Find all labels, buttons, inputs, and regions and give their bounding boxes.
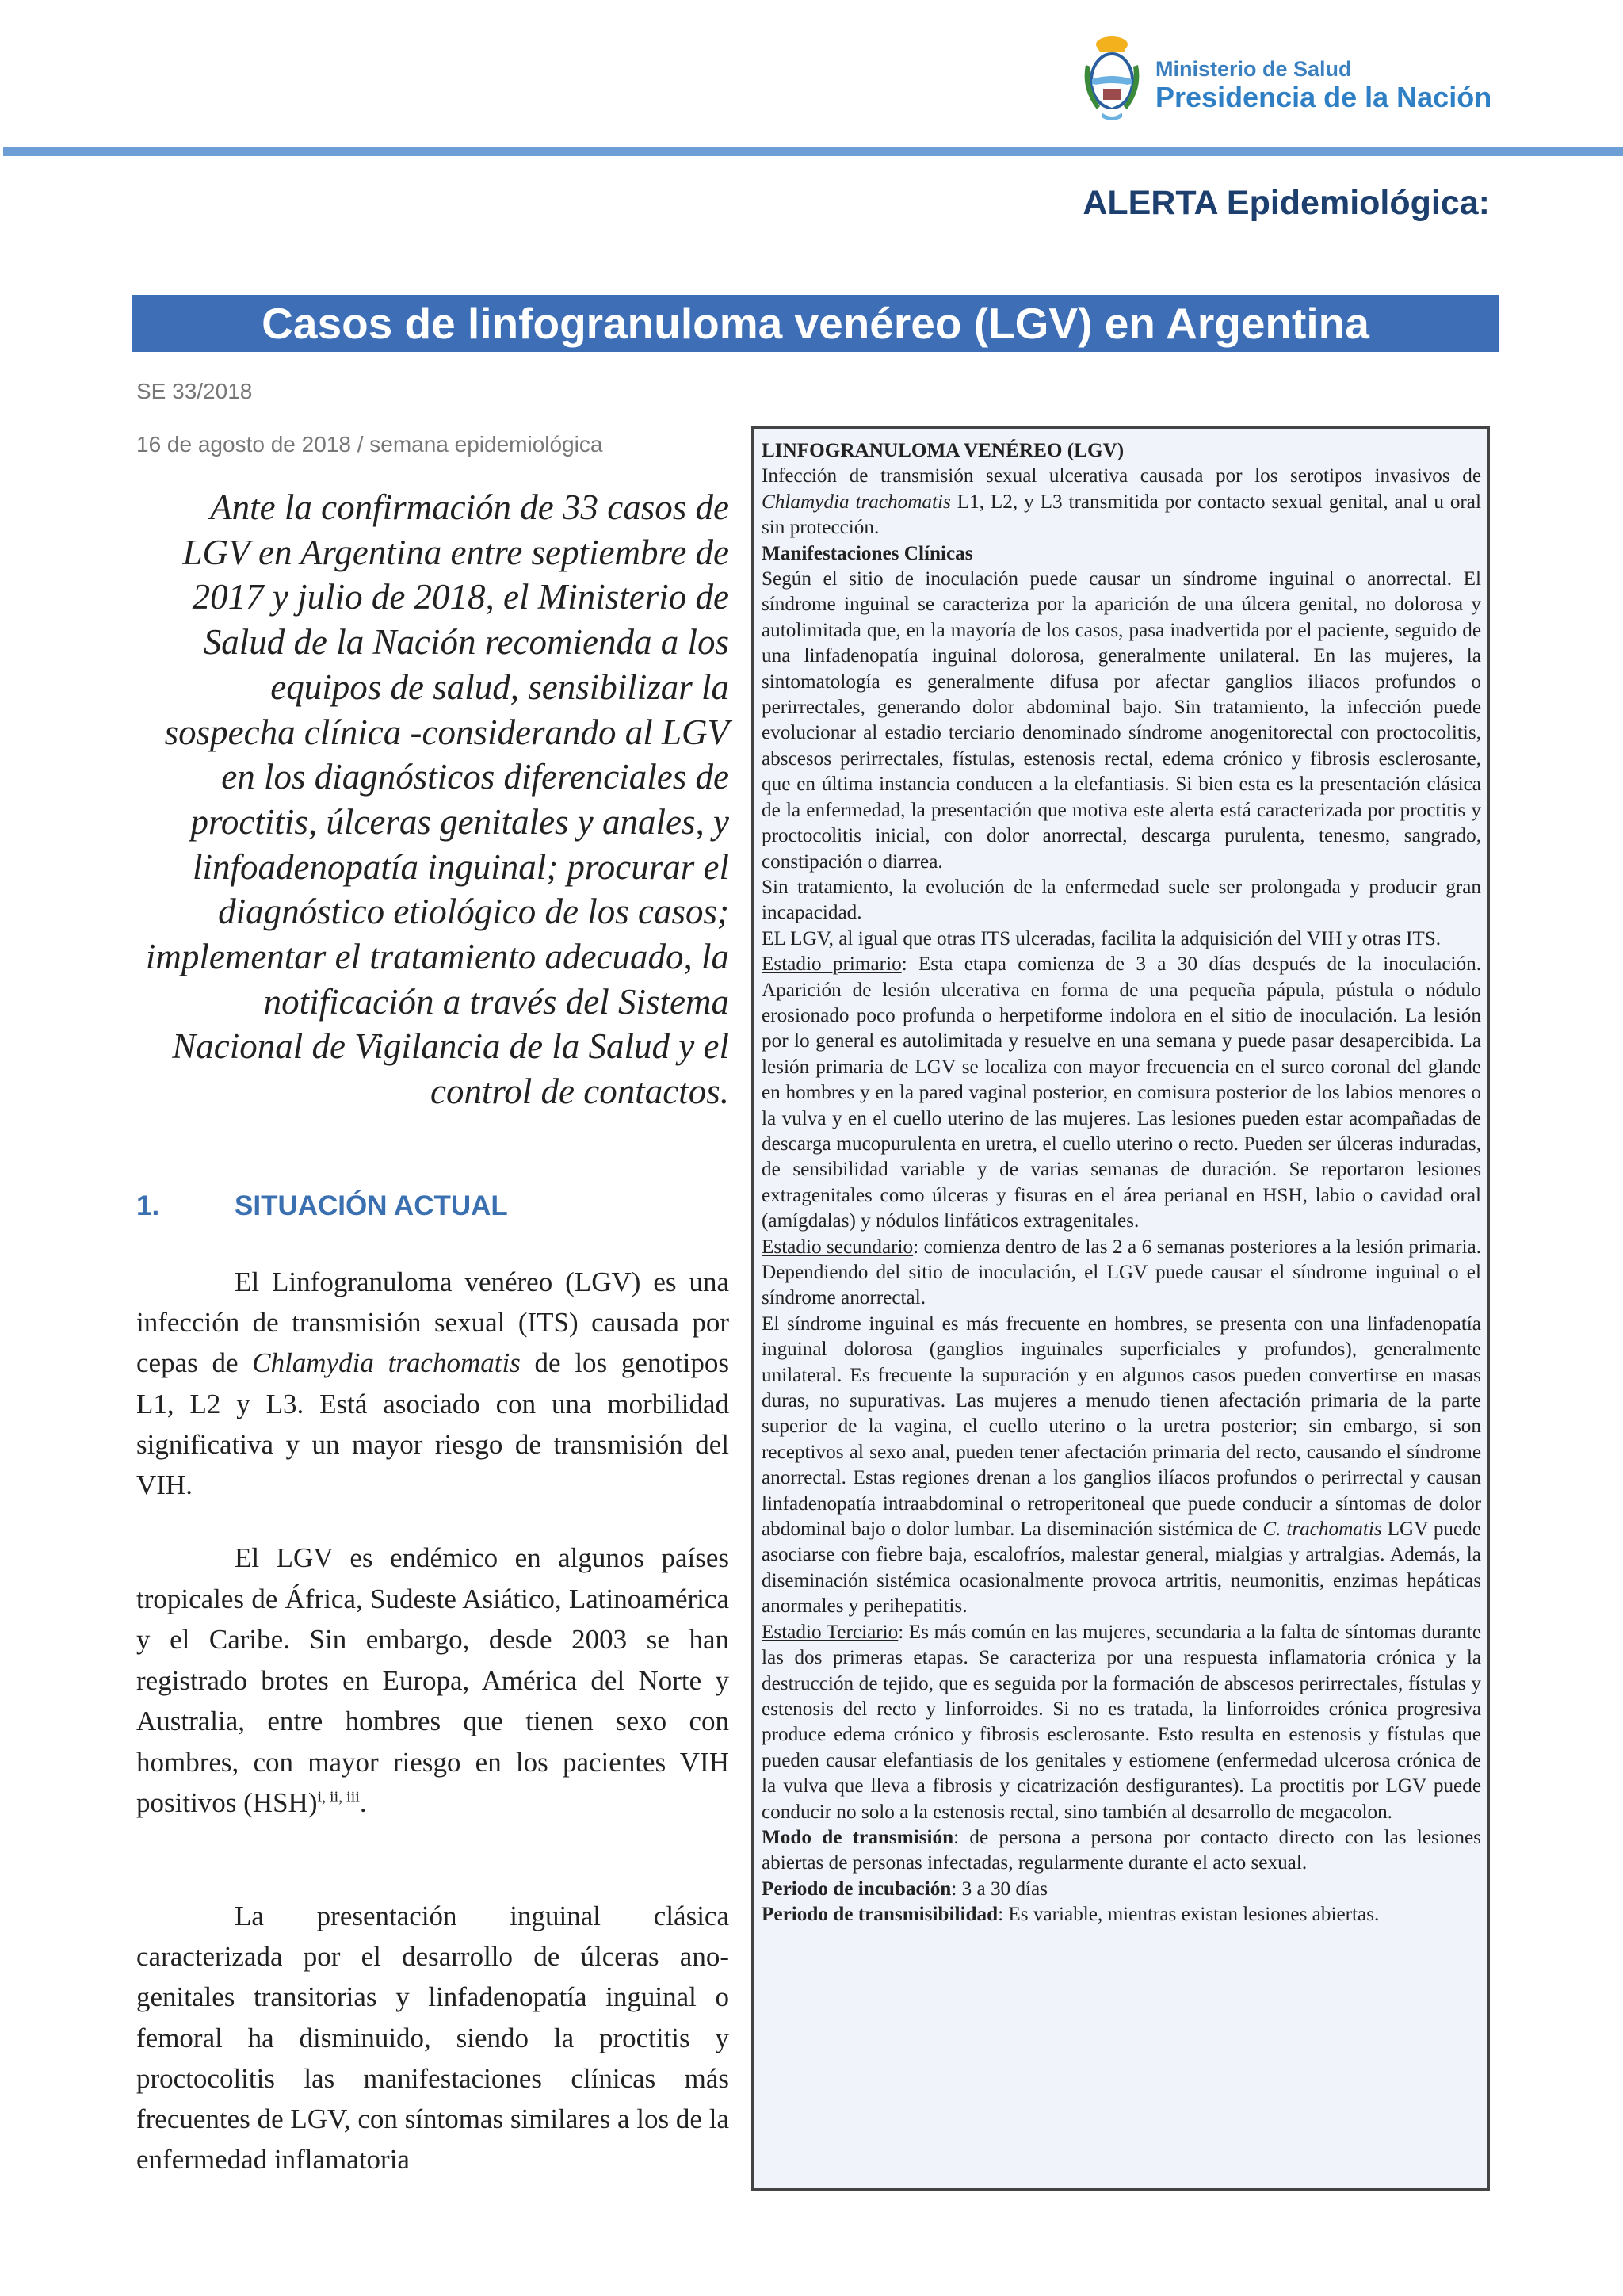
paragraph-text: de los genotipos L1, L2 y L3. Está asociado con una morbilidad significativa y un mayor riesgo de transmisión del VIH. <box>136 1347 730 1501</box>
paragraph-text: . <box>359 1787 367 1818</box>
lead-summary: Ante la confirmación de 33 casos de LGV en Argentina entre septiembre de 2017 y julio de 2018, el Ministerio de Salud de la Nación recomienda a los equipos de salud, sensibilizar la sospecha clínica -considerando al LGV en los diagnósticos diferenciales de proctitis, úlceras genitales y anales, y linfoadenopatía inguinal; procurar el diagnóstico etiológico de los casos; implementar el tratamiento adecuado, la notificación a través del Sistema Nacional de Vigilancia de la Salud y el control de contactos. <box>145 487 729 1112</box>
transmission-mode <box>762 1825 1481 1877</box>
manifestations-text: Según el sitio de inoculación puede causar un síndrome inguinal o anorrectal. El síndrome inguinal se caracteriza por la aparición de una úlcera genital, no dolorosa y autolimitada que, en la mayoría de los casos, pasa inadvertida por el paciente, seguido de una linfadenopatía inguinal dolorosa, generalmente unilateral. En las mujeres, la sintomatología es generalmente difusa por afectar ganglios iliacos profundos o perirrectales, generando dolor abdominal bajo. Sin tratamiento, la infección puede evolucionar al estadio terciario denominado síndrome anogenitorectal con proctocolitis, abscesos perirrectales, fístulas, estenosis rectal, edema crónico y fibrosis esclerosante, que en última instancia conducen a la elefantiasis. Si bien esta es la presentación clásica de la enfermedad, la presentación que motiva este alerta está caracterizada por proctitis y proctocolitis inicial, con dolor anorrectal, descarga purulenta, tenesmo, sangrado, constipación o diarrea. <box>762 568 1481 873</box>
paragraph-text: El LGV es endémico en algunos países tropicales de África, Sudeste Asiático, Latinoamérica y el Caribe. Sin embargo, desde 2003 se han registrado brotes en Europa, América del Norte y Australia, entre hombres que tienen sexo con hombres, con mayor riesgo en los pacientes VIH positivos (HSH) <box>136 1542 729 1818</box>
transmissibility-label: Periodo de transmisibilidad <box>762 1904 999 1926</box>
info-text: Infección de transmisión sexual ulcerativa causada por los serotipos invasivos de <box>762 465 1481 487</box>
no-treatment-text: Sin tratamiento, la evolución de la enfermedad suele ser prolongada y producir gran incapacidad. <box>762 876 1481 924</box>
title-bar <box>132 295 1499 352</box>
lgv-info-box <box>751 426 1490 2191</box>
info-text: : Esta etapa comienza de 3 a 30 días después de la inoculación. Aparición de lesión ulcerativa en forma de una pequeña pápula, pústula o nódulo erosionado poco profunda o herpetiforme indolora en el sitio de inoculación. La lesión por lo general es autolimitada y resuelve en una semana y puede pasar desapercibida. La lesión primaria de LGV se localiza con mayor frecuencia en el surco coronal del glande en hombres y en la pared vaginal posterior, en comisura posterior de los labios menores o la vulva y en el cuello uterino de las mujeres. Las lesiones pueden estar acompañadas de descarga mucopurulenta en uretra, el cuello uterino o recto. Pueden ser úlceras induradas, de sensibilidad variable y de varias semanas de duración. Se reportaron lesiones extragenitales como úlceras y fisuras en el área perianal en HSH, labio o cavidad oral (amígdalas) y nódulos linfáticos extragenitales. <box>762 953 1482 1232</box>
secondary-stage-detail <box>762 1312 1481 1620</box>
paragraph-text: El Linfogranuloma venéreo (LGV) es una infección de transmisión sexual (ITS) causada por cepas de <box>136 1266 729 1379</box>
primary-stage-label: Estadio primario <box>762 953 902 976</box>
lgv-its-text: EL LGV, al igual que otras ITS ulceradas, facilita la adquisición del VIH y otras ITS. <box>762 927 1442 949</box>
paragraph-epidemiology <box>136 1538 729 1824</box>
section-number: 1. <box>136 1190 160 1221</box>
manifestations-heading: Manifestaciones Clínicas <box>762 542 973 564</box>
info-intro <box>762 464 1481 541</box>
info-box-heading: LINFOGRANULOMA VENÉREO (LGV) <box>762 440 1125 461</box>
coat-of-arms-icon <box>1079 33 1144 127</box>
secondary-stage-label: Estadio secundario <box>762 1236 914 1258</box>
species-name: C. trachomatis <box>1262 1519 1382 1541</box>
transmission-label: Modo de transmisión <box>762 1826 954 1848</box>
info-text: : Es variable, mientras existan lesiones abiertas. <box>998 1904 1380 1926</box>
species-name: Chlamydia trachomatis <box>252 1347 521 1379</box>
section-heading <box>136 1190 508 1222</box>
alert-label: ALERTA Epidemiológica: <box>1083 184 1490 222</box>
info-text: : comienza dentro de las 2 a 6 semanas posteriores a la lesión primaria. Dependiendo del sitio de inoculación, el LGV puede causar el síndrome inguinal o el síndrome anorrectal. <box>762 1236 1481 1309</box>
info-text: : de persona a persona por contacto directo con las lesiones abiertas de personas infectadas, regularmente durante el acto sexual. <box>762 1826 1481 1874</box>
section-title: SITUACIÓN ACTUAL <box>235 1190 508 1221</box>
org-name-line2: Presidencia de la Nación <box>1155 81 1492 113</box>
info-text: LGV puede asociarse con fiebre baja, escalofríos, malestar general, mialgias y artralgias. Además, la diseminación sistémica ocasionalmente provoca artritis, neumonitis, enzimas hepáticas anormales y perihepatitis. <box>762 1519 1481 1618</box>
ministry-logo <box>1079 33 1539 136</box>
info-box-content <box>762 438 1481 1928</box>
paragraph-definition <box>136 1262 729 1505</box>
reference-superscript: i, ii, iii <box>317 1788 360 1806</box>
header-rule <box>3 147 1623 156</box>
incubation-label: Periodo de incubación <box>762 1878 952 1900</box>
species-name: Chlamydia trachomatis <box>762 491 951 513</box>
info-text: L1, L2, y L3 transmitida por contacto sexual genital, anal u oral sin protección. <box>762 491 1481 539</box>
secondary-stage <box>762 1235 1481 1312</box>
paragraph-presentation: La presentación inguinal clásica caracterizada por el desarrollo de úlceras ano-genitales transitorias y linfadenopatía inguinal o femoral ha disminuido, siendo la proctitis y proctocolitis las manifestaciones clínicas más frecuentes de LGV, con síntomas similares a los de la enfermedad inflamatoria <box>136 1901 729 2176</box>
tertiary-stage <box>762 1620 1481 1825</box>
publication-date: 16 de agosto de 2018 / semana epidemiológica <box>136 432 603 457</box>
info-text: : 3 a 30 días <box>951 1878 1048 1900</box>
info-text: : Es más común en las mujeres, secundaria a la falta de síntomas durante las dos primeras etapas. Se caracteriza por una respuesta inflamatoria crónica y la destrucción de tejido, que es seguida por la formación de abscesos perirrectales, fístulas y estenosis del recto y linforroides. Si no es tratada, la linforroides crónica progresiva produce edema crónico y fibrosis esclerosante. Esto resulta en estenosis y fístulas que pueden causar elefantiasis de los genitales y estiomene (enfermedad ulcerosa crónica de la vulva que lleva a fibrosis y cicatrización desfigurantes). La proctitis por LGV puede conducir no solo a la estenosis rectal, sino también al desarrollo de megacolon. <box>762 1621 1482 1823</box>
page-title: Casos de linfogranuloma venéreo (LGV) en Argentina <box>262 299 1369 348</box>
incubation-period <box>762 1877 1481 1902</box>
tertiary-stage-label: Estadio Terciario <box>762 1621 899 1643</box>
transmissibility-period <box>762 1902 1481 1927</box>
org-name-line1: Ministerio de Salud <box>1155 57 1352 81</box>
epi-week-code: SE 33/2018 <box>136 379 253 403</box>
info-text: El síndrome inguinal es más frecuente en hombres, se presenta con una linfadenopatía inguinal dolorosa (ganglios inguinales superficiales y profundos), generalmente unilateral. Es frecuente la supuración y en algunos casos pueden convertirse en masas duras, no supurativas. Las mujeres a menudo tienen afectación primaria de la parte superior de la vagina, el cuello uterino o la uretra posterior; sin embargo, si son receptivos al sexo anal, pueden tener afectación primaria del recto, causando el síndrome anorrectal. Estas regiones drenan a los ganglios ilíacos profundos o perirrectal y causan linfadenopatía intraabdominal o retroperitoneal que puede conducir a síntomas de dolor abdominal bajo o dolor lumbar. La diseminación sistémica de <box>762 1312 1481 1541</box>
primary-stage <box>762 952 1481 1234</box>
